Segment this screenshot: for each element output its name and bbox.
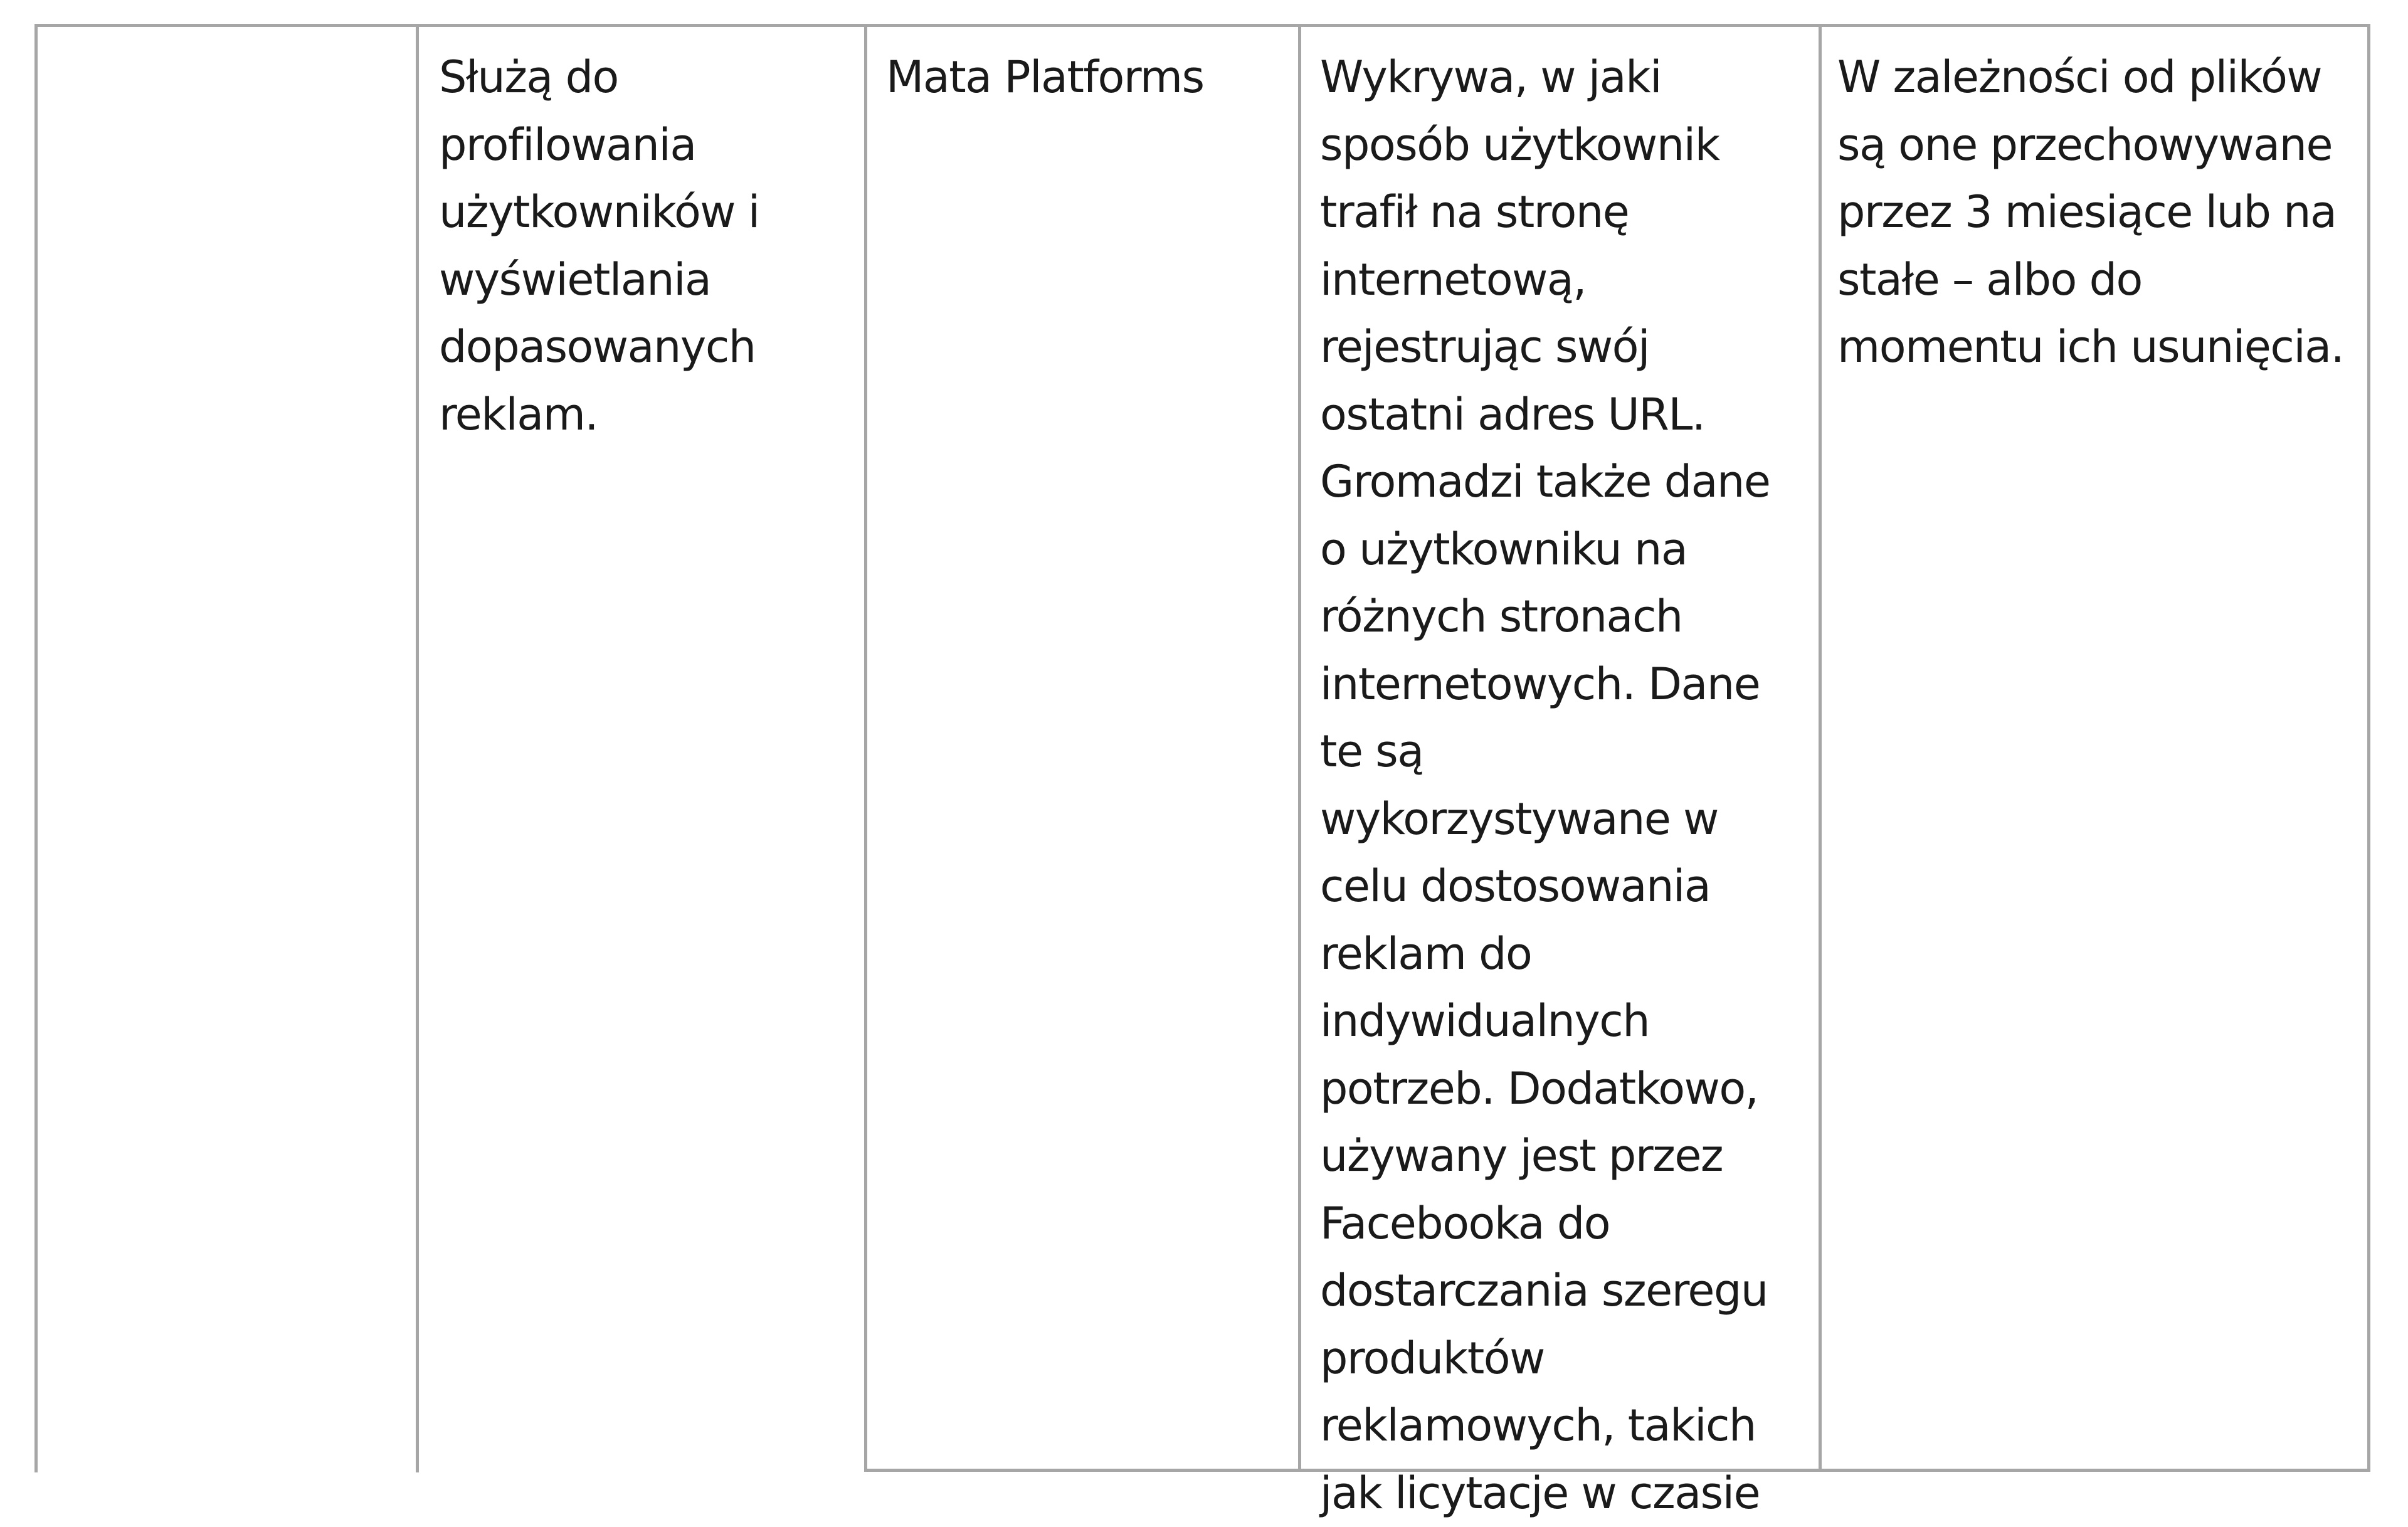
text-line: reklam. [439, 381, 759, 449]
text-line: o użytkowniku na [1320, 516, 1770, 584]
text-line: używany jest przez [1320, 1123, 1770, 1190]
text-line: są one przechowywane [1837, 112, 2343, 179]
table-cell-provider [867, 0, 1298, 1467]
text-line: Służą do [439, 44, 759, 112]
text-line: internetowych. Dane [1320, 651, 1770, 719]
text-line: internetową, [1320, 246, 1770, 314]
text-line: te są [1320, 718, 1770, 786]
text-line: użytkowników i [439, 179, 759, 246]
text-line: produktów [1320, 1325, 1770, 1393]
table-cell-retention [1822, 0, 2367, 1467]
cell-text-retention [1837, 44, 2343, 381]
text-line: ostatni adres URL. [1320, 381, 1770, 449]
text-line-cut-off: jak licytacje w czasie [1320, 1460, 1770, 1527]
cell-text-purpose [439, 44, 759, 448]
text-line: momentu ich usunięcia. [1837, 314, 2343, 381]
table-cell-description [1301, 0, 1819, 1469]
text-line: profilowania [439, 112, 759, 179]
table-cell-empty [38, 0, 416, 1467]
text-line: przez 3 miesiące lub na [1837, 179, 2343, 246]
text-line: sposób użytkownik [1320, 112, 1770, 179]
text-line: Gromadzi także dane [1320, 448, 1770, 516]
text-line: dostarczania szeregu [1320, 1257, 1770, 1325]
text-line: dopasowanych [439, 314, 759, 381]
text-line: stałe – albo do [1837, 246, 2343, 314]
text-line: W zależności od plików [1837, 44, 2343, 112]
table-cell-purpose [419, 0, 864, 1467]
text-line: celu dostosowania [1320, 853, 1770, 921]
text-line: rejestrując swój [1320, 314, 1770, 381]
text-line: wyświetlania [439, 246, 759, 314]
text-line: reklamowych, takich [1320, 1392, 1770, 1460]
text-line: Wykrywa, w jaki [1320, 44, 1770, 112]
text-line: potrzeb. Dodatkowo, [1320, 1055, 1770, 1123]
text-line: wykorzystywane w [1320, 786, 1770, 853]
text-line: indywidualnych [1320, 988, 1770, 1055]
text-line: Facebooka do [1320, 1190, 1770, 1258]
text-line: reklam do [1320, 921, 1770, 988]
cell-text-description [1320, 44, 1770, 1527]
text-line: trafił na stronę [1320, 179, 1770, 246]
text-line: Mata Platforms [886, 44, 1204, 112]
table-right-border [2367, 24, 2370, 1472]
cell-text-provider [886, 44, 1204, 112]
text-line: różnych stronach [1320, 583, 1770, 651]
